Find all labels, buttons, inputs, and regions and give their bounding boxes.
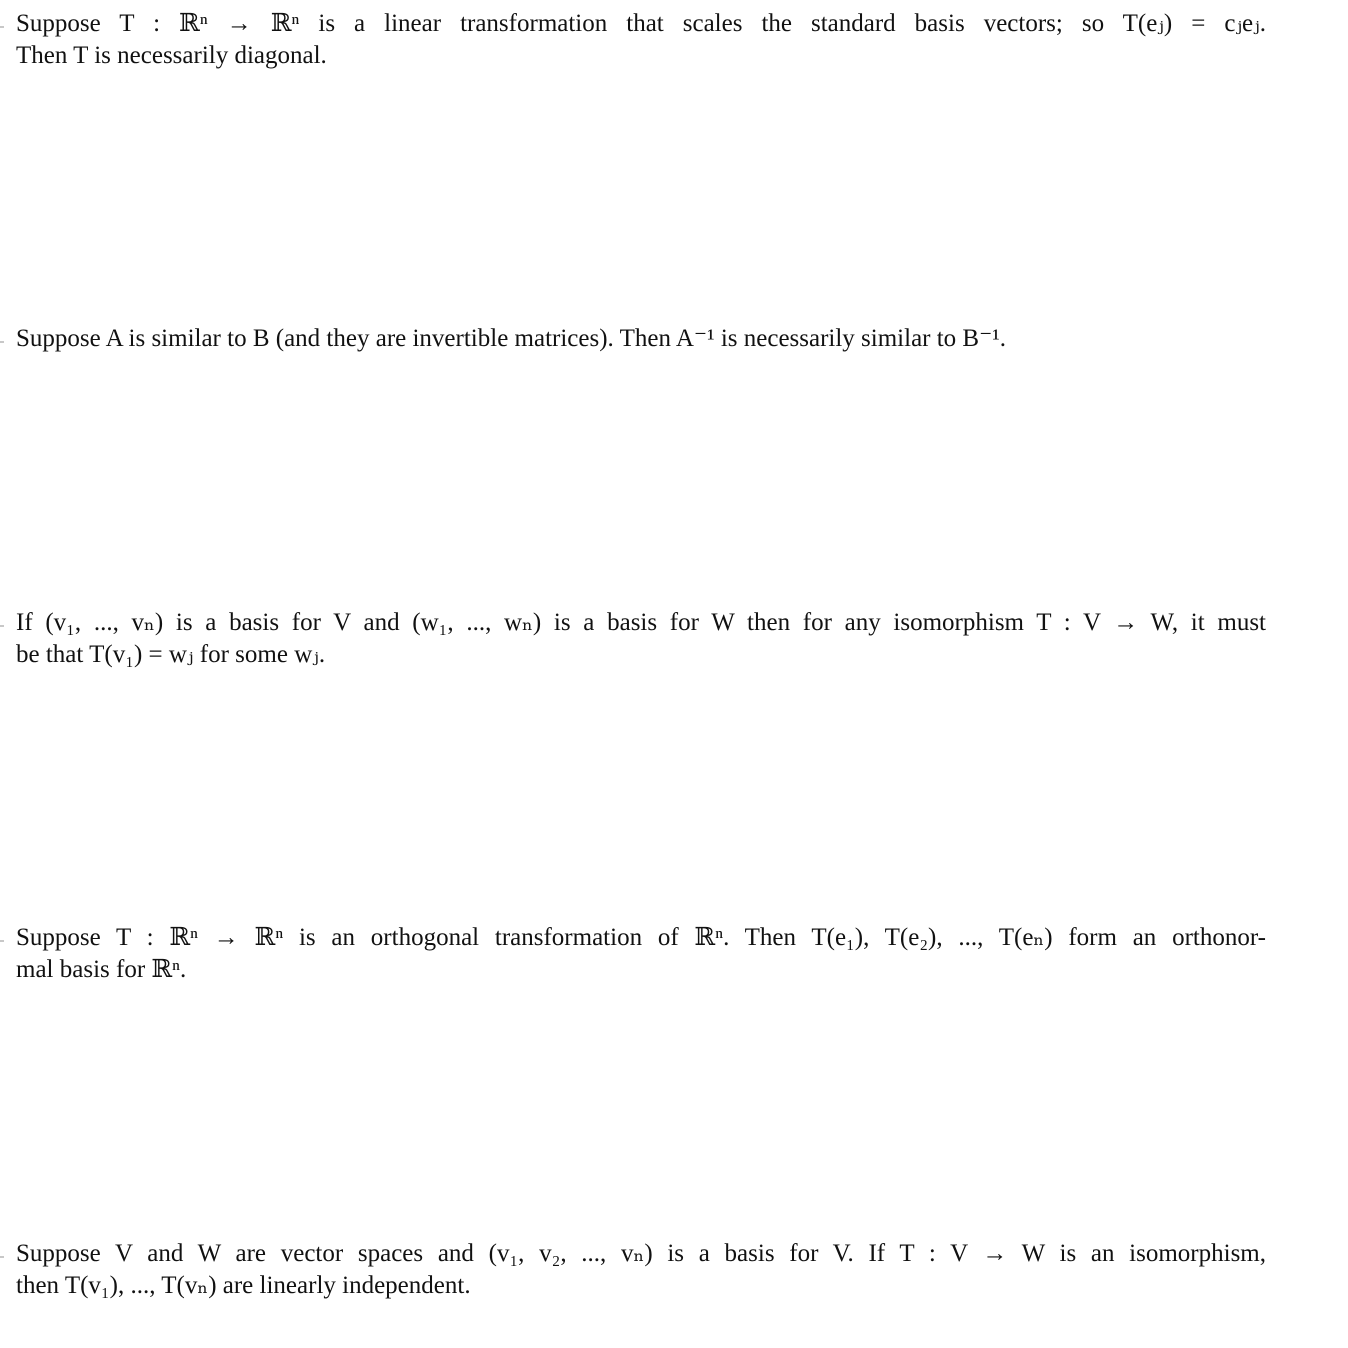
margin-mark-5 <box>0 1256 4 1258</box>
statement-orthogonal-transformation <box>16 922 1266 986</box>
statement-scaling-basis <box>16 8 1266 72</box>
statement-similar-inverses <box>16 323 1266 355</box>
statement-3-line-2: be that T(v₁) = wⱼ for some wⱼ. <box>16 641 326 668</box>
statement-3-line-1: If (v₁, ..., vₙ) is a basis for V and (w₁, ..., wₙ) is a basis for W then for any isomorphism T : V → W, it must <box>16 609 1266 636</box>
statement-1-line-1: Suppose T : ℝⁿ → ℝⁿ is a linear transformation that scales the standard basis vectors; so T(eⱼ) = cⱼeⱼ. <box>16 10 1266 37</box>
margin-mark-1 <box>0 26 4 28</box>
statement-2-line-1: Suppose A is similar to B (and they are invertible matrices). Then A⁻¹ is necessarily similar to B⁻¹. <box>16 325 1007 352</box>
margin-mark-3 <box>0 625 4 627</box>
margin-mark-2 <box>0 341 4 343</box>
statement-isomorphism-basis <box>16 607 1266 671</box>
statement-1-line-2: Then T is necessarily diagonal. <box>16 42 327 69</box>
statement-isomorphism-independence <box>16 1238 1266 1302</box>
statement-5-line-2: then T(v₁), ..., T(vₙ) are linearly independent. <box>16 1272 471 1299</box>
margin-mark-4 <box>0 940 4 942</box>
statement-5-line-1: Suppose V and W are vector spaces and (v₁, v₂, ..., vₙ) is a basis for V. If T : V → W is an isomorphism, <box>16 1240 1266 1267</box>
statement-4-line-1: Suppose T : ℝⁿ → ℝⁿ is an orthogonal transformation of ℝⁿ. Then T(e₁), T(e₂), ..., T(eₙ) form an orthonor- <box>16 924 1266 951</box>
statement-4-line-2: mal basis for ℝⁿ. <box>16 956 187 983</box>
